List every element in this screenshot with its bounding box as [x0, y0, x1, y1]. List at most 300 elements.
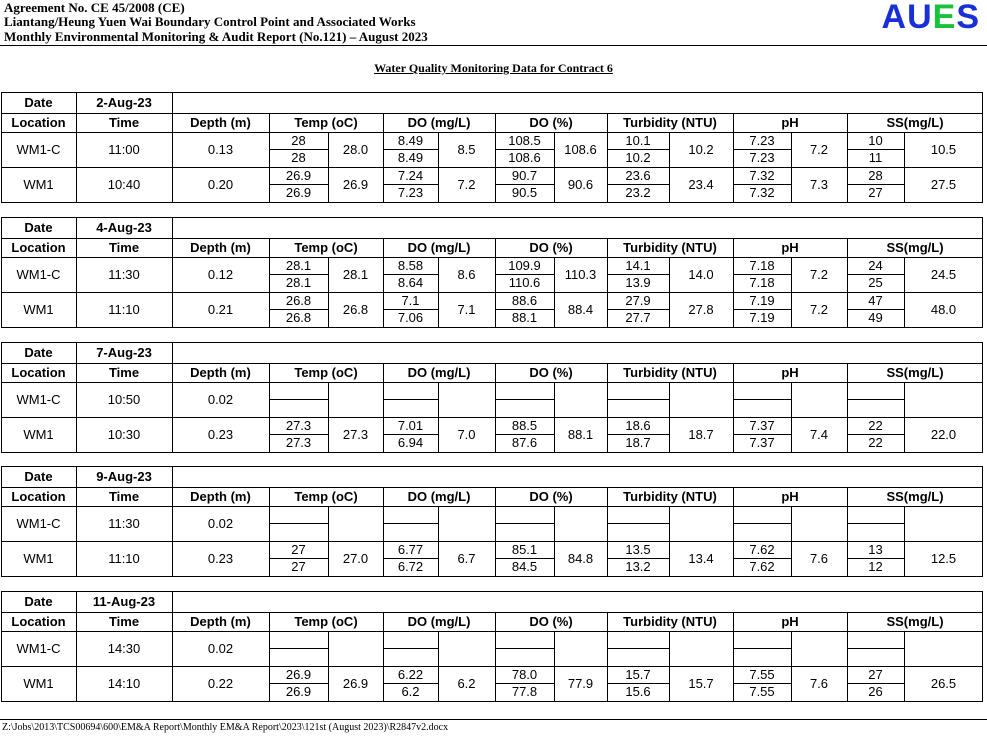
temp-reading-2: 28.1	[285, 275, 312, 290]
mean-divider	[328, 541, 329, 576]
ss-mean: 24.5	[930, 267, 957, 282]
column-header-do-mgl: DO (mg/L)	[407, 365, 471, 380]
do-mgl-mean: 6.2	[457, 676, 476, 691]
table-border-left	[1, 342, 2, 453]
do-pct-reading-1	[495, 383, 554, 399]
row-divider	[1, 257, 983, 258]
depth-cell: 0.02	[207, 392, 234, 407]
temp-reading-1: 26.8	[285, 293, 312, 308]
agreement-number: Agreement No. CE 45/2008 (CE)	[4, 0, 185, 15]
column-header-turbidity: Turbidity (NTU)	[623, 614, 717, 629]
do-pct-reading-1: 88.5	[511, 418, 538, 433]
reading-divider	[270, 149, 328, 150]
temp-mean: 28.0	[342, 142, 369, 157]
column-divider	[269, 238, 270, 327]
column-header-depth: Depth (m)	[190, 240, 251, 255]
mean-divider	[669, 167, 670, 202]
mean-divider	[904, 292, 905, 327]
reading-divider	[496, 558, 554, 559]
mean-divider	[328, 666, 329, 701]
column-divider	[269, 363, 270, 452]
ph-reading-1: 7.62	[749, 542, 775, 557]
do-mgl-reading-1: 6.22	[397, 667, 424, 682]
reading-divider	[848, 274, 904, 275]
ph-reading-1	[733, 383, 791, 399]
mean-divider	[438, 541, 439, 576]
column-divider	[76, 342, 77, 452]
mean-divider	[791, 506, 792, 541]
column-divider	[172, 342, 173, 452]
turbidity-reading-2	[607, 649, 669, 665]
do-pct-mean: 84.8	[567, 551, 594, 566]
temp-mean	[328, 506, 383, 541]
column-divider	[495, 363, 496, 452]
do-pct-mean: 77.9	[567, 676, 594, 691]
do-mgl-mean: 7.1	[457, 302, 476, 317]
turbidity-reading-1	[607, 632, 669, 648]
reading-divider	[848, 434, 904, 435]
ss-mean: 10.5	[930, 142, 957, 157]
mean-divider	[554, 292, 555, 327]
column-divider	[269, 113, 270, 202]
reading-divider	[270, 274, 328, 275]
mean-divider	[438, 292, 439, 327]
mean-divider	[904, 631, 905, 666]
reading-divider	[848, 648, 904, 649]
turbidity-reading-2: 27.7	[625, 310, 651, 325]
column-divider	[383, 238, 384, 327]
temp-reading-1: 26.9	[285, 168, 312, 183]
reading-divider	[608, 523, 669, 524]
do-mgl-reading-2: 7.06	[397, 310, 424, 325]
reading-divider	[608, 683, 669, 684]
mean-divider	[554, 382, 555, 417]
time-cell: 14:30	[107, 641, 141, 656]
depth-cell: 0.02	[207, 641, 234, 656]
ph-mean	[791, 382, 847, 417]
row-divider	[1, 417, 983, 418]
ph-reading-2	[733, 524, 791, 540]
ph-reading-1: 7.32	[749, 168, 775, 183]
row-divider	[1, 666, 983, 667]
do-pct-reading-2: 77.8	[511, 684, 538, 699]
column-header-location: Location	[11, 115, 66, 130]
column-header-turbidity: Turbidity (NTU)	[623, 240, 717, 255]
turbidity-mean: 27.8	[688, 302, 714, 317]
mean-divider	[438, 417, 439, 452]
location-cell: WM1-C	[16, 267, 61, 282]
column-header-location: Location	[11, 240, 66, 255]
temp-mean: 28.1	[342, 267, 369, 282]
mean-divider	[328, 417, 329, 452]
do-pct-reading-2: 110.6	[508, 275, 541, 290]
ss-mean: 22.0	[930, 427, 957, 442]
turbidity-reading-1	[607, 383, 669, 399]
mean-divider	[328, 631, 329, 666]
turbidity-reading-1: 10.1	[625, 133, 651, 148]
turbidity-mean: 13.4	[688, 551, 714, 566]
table-border-bottom	[1, 701, 983, 702]
column-divider	[495, 612, 496, 701]
do-pct-reading-2: 88.1	[511, 310, 538, 325]
column-divider	[76, 92, 77, 202]
ss-reading-1	[847, 507, 904, 523]
row-divider	[1, 292, 983, 293]
reading-divider	[270, 523, 328, 524]
reading-divider	[270, 309, 328, 310]
mean-divider	[791, 631, 792, 666]
do-mgl-mean: 6.7	[457, 551, 476, 566]
date-label: Date	[24, 594, 53, 609]
reading-divider	[848, 149, 904, 150]
ph-reading-2: 7.32	[749, 185, 775, 200]
report-header	[4, 0, 984, 46]
table-border-left	[1, 591, 2, 702]
column-header-time: Time	[108, 365, 140, 380]
column-header-temp: Temp (oC)	[294, 240, 358, 255]
time-cell: 10:30	[107, 427, 141, 442]
ss-reading-2: 11	[868, 150, 883, 165]
do-pct-mean: 108.6	[564, 142, 597, 157]
reading-divider	[848, 683, 904, 684]
table-border-left	[1, 92, 2, 203]
reading-divider	[848, 309, 904, 310]
mean-divider	[904, 132, 905, 167]
reading-divider	[384, 683, 438, 684]
do-mgl-reading-2: 6.72	[397, 559, 424, 574]
turbidity-reading-2	[607, 524, 669, 540]
column-header-ss: SS(mg/L)	[886, 240, 944, 255]
column-header-time: Time	[108, 115, 140, 130]
mean-divider	[791, 417, 792, 452]
row-divider	[1, 612, 983, 613]
ss-reading-2: 49	[868, 310, 883, 325]
reading-divider	[496, 648, 554, 649]
turbidity-reading-1	[607, 507, 669, 523]
turbidity-mean	[669, 382, 733, 417]
column-divider	[847, 612, 848, 701]
do-mgl-reading-1: 8.58	[397, 258, 424, 273]
ph-reading-2	[733, 649, 791, 665]
column-header-depth: Depth (m)	[190, 614, 251, 629]
depth-cell: 0.23	[207, 427, 234, 442]
turbidity-reading-1: 18.6	[625, 418, 651, 433]
mean-divider	[669, 132, 670, 167]
row-divider	[1, 506, 983, 507]
ss-mean: 26.5	[930, 676, 957, 691]
ph-mean	[791, 631, 847, 666]
column-divider	[607, 612, 608, 701]
mean-divider	[904, 417, 905, 452]
column-header-do-pct: DO (%)	[529, 365, 573, 380]
temp-reading-1	[269, 383, 328, 399]
column-header-do-pct: DO (%)	[529, 489, 573, 504]
mean-divider	[904, 506, 905, 541]
ph-mean: 7.2	[809, 302, 829, 317]
reading-divider	[608, 434, 669, 435]
column-divider	[495, 487, 496, 576]
column-divider	[76, 217, 77, 327]
date-label: Date	[24, 95, 53, 110]
column-divider	[733, 113, 734, 202]
do-pct-reading-1: 78.0	[511, 667, 538, 682]
ph-mean: 7.3	[809, 177, 829, 192]
temp-reading-1	[269, 632, 328, 648]
do-pct-reading-1: 90.7	[511, 168, 538, 183]
do-pct-reading-2: 84.5	[511, 559, 538, 574]
reading-divider	[496, 683, 554, 684]
depth-cell: 0.22	[207, 676, 234, 691]
turbidity-mean: 10.2	[688, 142, 714, 157]
temp-reading-1	[269, 507, 328, 523]
column-divider	[733, 238, 734, 327]
do-mgl-reading-2: 8.64	[397, 275, 424, 290]
time-cell: 11:10	[108, 551, 140, 566]
location-cell: WM1	[23, 427, 54, 442]
reading-divider	[608, 558, 669, 559]
reading-divider	[734, 648, 791, 649]
reading-divider	[384, 523, 438, 524]
reading-divider	[270, 558, 328, 559]
reading-divider	[384, 648, 438, 649]
column-header-do-mgl: DO (mg/L)	[407, 115, 471, 130]
temp-mean: 26.9	[342, 676, 369, 691]
ph-reading-1: 7.55	[749, 667, 775, 682]
reading-divider	[496, 399, 554, 400]
depth-cell: 0.21	[207, 302, 234, 317]
column-divider	[269, 487, 270, 576]
turbidity-reading-1: 14.1	[625, 258, 651, 273]
column-divider	[733, 487, 734, 576]
mean-divider	[554, 631, 555, 666]
do-mgl-reading-2	[383, 649, 438, 665]
mean-divider	[438, 666, 439, 701]
reading-divider	[848, 523, 904, 524]
temp-reading-2: 27.3	[285, 435, 312, 450]
column-divider	[847, 363, 848, 452]
column-header-temp: Temp (oC)	[294, 614, 358, 629]
mean-divider	[554, 417, 555, 452]
depth-cell: 0.12	[207, 267, 234, 282]
ss-mean: 12.5	[930, 551, 957, 566]
turbidity-reading-1: 15.7	[625, 667, 651, 682]
do-mgl-reading-1: 7.1	[401, 293, 420, 308]
depth-cell: 0.23	[207, 551, 234, 566]
mean-divider	[791, 132, 792, 167]
mean-divider	[554, 167, 555, 202]
column-divider	[495, 113, 496, 202]
temp-reading-2	[269, 400, 328, 416]
do-mgl-mean	[438, 506, 495, 541]
mean-divider	[438, 506, 439, 541]
reading-divider	[496, 149, 554, 150]
monitoring-table	[1, 342, 983, 451]
do-mgl-reading-2: 7.23	[397, 185, 424, 200]
ss-mean: 27.5	[930, 177, 957, 192]
do-mgl-reading-2: 6.2	[401, 684, 420, 699]
ph-mean: 7.2	[809, 142, 829, 157]
depth-cell: 0.20	[207, 177, 234, 192]
do-pct-reading-2: 87.6	[511, 435, 538, 450]
reading-divider	[734, 399, 791, 400]
monitoring-table	[1, 92, 983, 201]
mean-divider	[669, 541, 670, 576]
table-border-top	[1, 217, 983, 218]
temp-reading-2: 26.9	[285, 684, 312, 699]
row-divider	[1, 132, 983, 133]
location-cell: WM1-C	[16, 516, 61, 531]
column-divider	[847, 238, 848, 327]
mean-divider	[328, 382, 329, 417]
row-divider	[1, 382, 983, 383]
row-divider	[1, 167, 983, 168]
mean-divider	[328, 292, 329, 327]
ss-reading-2: 26	[868, 684, 883, 699]
turbidity-reading-1: 23.6	[625, 168, 651, 183]
time-cell: 11:10	[108, 302, 140, 317]
mean-divider	[554, 506, 555, 541]
ss-mean	[904, 506, 983, 541]
row-divider	[1, 541, 983, 542]
do-pct-mean: 88.1	[567, 427, 594, 442]
table-border-top	[1, 92, 983, 93]
mean-divider	[438, 631, 439, 666]
reading-divider	[270, 399, 328, 400]
temp-mean: 27.3	[342, 427, 369, 442]
ss-mean	[904, 631, 983, 666]
reading-divider	[608, 149, 669, 150]
column-divider	[607, 363, 608, 452]
column-header-ss: SS(mg/L)	[886, 115, 944, 130]
table-border-left	[1, 217, 2, 328]
aues-logo: AUES	[881, 0, 980, 36]
column-header-ph: pH	[781, 240, 799, 255]
date-value: 4-Aug-23	[96, 220, 152, 235]
column-header-ss: SS(mg/L)	[886, 489, 944, 504]
ss-reading-1: 24	[868, 258, 883, 273]
ph-reading-2: 7.18	[749, 275, 775, 290]
temp-reading-1: 27	[291, 542, 306, 557]
reading-divider	[608, 309, 669, 310]
turbidity-mean: 18.7	[688, 427, 714, 442]
column-divider	[76, 466, 77, 576]
time-cell: 11:30	[108, 516, 140, 531]
mean-divider	[669, 292, 670, 327]
footer-divider	[0, 719, 987, 720]
table-border-top	[1, 591, 983, 592]
ph-reading-2: 7.62	[749, 559, 775, 574]
date-label: Date	[24, 220, 53, 235]
do-pct-reading-2	[495, 400, 554, 416]
ss-reading-2	[847, 524, 904, 540]
column-divider	[383, 363, 384, 452]
column-divider	[733, 363, 734, 452]
turbidity-reading-2: 10.2	[625, 150, 651, 165]
ss-reading-1: 47	[868, 293, 883, 308]
row-divider	[1, 631, 983, 632]
ss-reading-1	[847, 383, 904, 399]
date-value: 7-Aug-23	[96, 345, 152, 360]
ss-reading-1: 13	[868, 542, 883, 557]
reading-divider	[270, 434, 328, 435]
mean-divider	[791, 666, 792, 701]
do-pct-mean	[554, 631, 607, 666]
mean-divider	[791, 382, 792, 417]
mean-divider	[554, 132, 555, 167]
do-pct-reading-1: 109.9	[508, 258, 541, 273]
temp-reading-2: 26.9	[285, 185, 312, 200]
column-header-location: Location	[11, 489, 66, 504]
ss-reading-1	[847, 632, 904, 648]
temp-reading-1: 27.3	[285, 418, 312, 433]
row-divider	[1, 238, 983, 239]
do-mgl-reading-2: 6.94	[397, 435, 424, 450]
report-name: Monthly Environmental Monitoring & Audit Report (No.121) – August 2023	[4, 29, 428, 44]
column-header-turbidity: Turbidity (NTU)	[623, 365, 717, 380]
mean-divider	[669, 382, 670, 417]
temp-mean	[328, 631, 383, 666]
turbidity-reading-2: 23.2	[625, 185, 651, 200]
do-pct-reading-1: 85.1	[511, 542, 538, 557]
column-header-ph: pH	[781, 365, 799, 380]
ss-reading-2: 25	[868, 275, 883, 290]
date-value: 11-Aug-23	[92, 594, 156, 609]
turbidity-reading-2: 13.9	[625, 275, 651, 290]
mean-divider	[904, 666, 905, 701]
ph-reading-1	[733, 632, 791, 648]
time-cell: 10:50	[107, 392, 141, 407]
mean-divider	[904, 257, 905, 292]
table-border-bottom	[1, 452, 983, 453]
monitoring-table	[1, 591, 983, 700]
ph-mean: 7.6	[809, 551, 829, 566]
do-mgl-reading-1	[383, 632, 438, 648]
ss-reading-1: 10	[868, 133, 883, 148]
reading-divider	[734, 184, 791, 185]
reading-divider	[270, 683, 328, 684]
reading-divider	[848, 184, 904, 185]
column-divider	[847, 113, 848, 202]
do-mgl-mean	[438, 631, 495, 666]
reading-divider	[608, 274, 669, 275]
reading-divider	[496, 434, 554, 435]
temp-reading-2: 28	[291, 150, 306, 165]
header-divider	[0, 45, 987, 46]
column-header-ph: pH	[781, 614, 799, 629]
table-border-bottom	[1, 202, 983, 203]
ss-mean	[904, 382, 983, 417]
column-divider	[495, 238, 496, 327]
reading-divider	[270, 184, 328, 185]
time-cell: 14:10	[107, 676, 141, 691]
mean-divider	[554, 257, 555, 292]
reading-divider	[734, 434, 791, 435]
temp-reading-2: 26.8	[285, 310, 312, 325]
time-cell: 10:40	[107, 177, 141, 192]
mean-divider	[328, 257, 329, 292]
table-border-bottom	[1, 327, 983, 328]
reading-divider	[496, 184, 554, 185]
turbidity-mean	[669, 631, 733, 666]
ss-reading-1: 28	[868, 168, 883, 183]
depth-cell: 0.02	[207, 516, 234, 531]
ss-mean: 48.0	[930, 302, 957, 317]
mean-divider	[438, 167, 439, 202]
do-pct-reading-2: 108.6	[508, 150, 541, 165]
column-divider	[172, 92, 173, 202]
mean-divider	[791, 257, 792, 292]
reading-divider	[734, 558, 791, 559]
